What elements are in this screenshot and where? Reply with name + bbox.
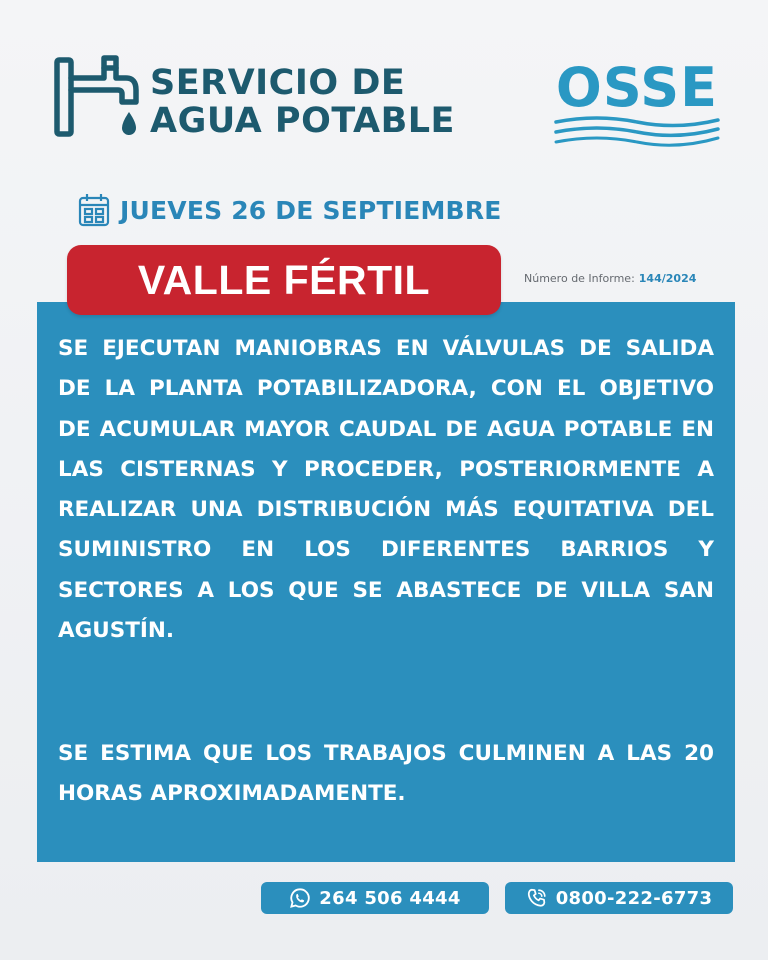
whatsapp-icon: [289, 887, 311, 909]
whatsapp-number: 264 506 4444: [319, 887, 461, 909]
service-title-line-2: AGUA POTABLE: [150, 101, 455, 141]
date-text: JUEVES 26 DE SEPTIEMBRE: [120, 195, 502, 225]
calendar-icon: [78, 193, 110, 227]
location-badge: [67, 245, 501, 315]
notice-panel: [37, 302, 735, 862]
osse-logo-text: OSSE: [555, 56, 719, 119]
date-row: [78, 190, 502, 230]
faucet-icon: [52, 50, 144, 146]
phone-contact[interactable]: [505, 882, 733, 914]
service-title-line-1: SERVICIO DE: [150, 63, 406, 103]
header: [0, 0, 768, 170]
phone-number: 0800-222-6773: [555, 887, 713, 909]
waves-icon: [552, 114, 722, 150]
osse-logo: [552, 58, 722, 150]
location-text: VALLE FÉRTIL: [137, 256, 431, 303]
phone-icon: [526, 887, 548, 909]
notice-paragraph-2: SE ESTIMA QUE LOS TRABAJOS CULMINEN A LAS 20 HORAS APROXIMADAMENTE.: [58, 741, 714, 807]
service-title: [150, 64, 455, 140]
report-number: [524, 272, 696, 285]
notice-paragraph-1: SE EJECUTAN MANIOBRAS EN VÁLVULAS DE SALIDA DE LA PLANTA POTABILIZADORA, CON EL OBJETIVO DE ACUMULAR MAYOR CAUDAL DE AGUA POTABLE EN LAS CISTERNAS Y PROCEDER, POSTERIORMENTE A REALIZAR UNA DISTRIBUCIÓN MÁS EQUITATIVA DEL SUMINISTRO EN LOS DIFERENTES BARRIOS Y SECTORES A LOS QUE SE ABASTECE DE VILLA SAN AGUSTÍN.: [58, 336, 714, 644]
report-label: Número de Informe:: [524, 272, 635, 285]
whatsapp-contact[interactable]: [261, 882, 489, 914]
report-value: 144/2024: [638, 272, 697, 285]
